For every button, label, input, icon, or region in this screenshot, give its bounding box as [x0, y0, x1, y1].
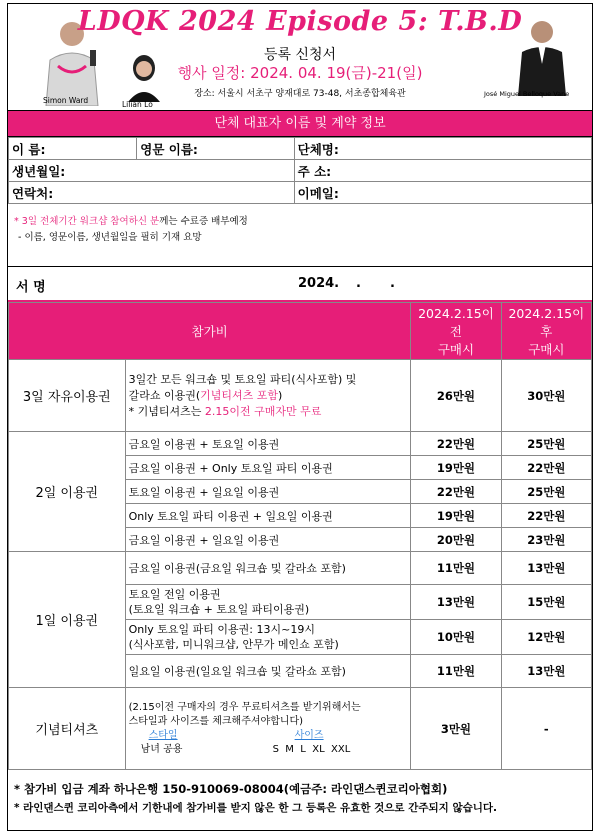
event-venue: 장소: 서울시 서초구 양재대로 73-48, 서초종합체육관	[194, 89, 406, 99]
pass1-before: 13만원	[411, 585, 501, 620]
event-date: 행사 일정: 2024. 04. 19(금)-21(일)	[177, 64, 423, 82]
pass2-desc: 금요일 이용권 + 토요일 이용권	[125, 432, 411, 456]
pass3-desc-2	[129, 388, 408, 404]
pass2-label: 2일 이용권	[9, 432, 126, 552]
pass2-before: 22만원	[411, 480, 501, 504]
pass1-desc-2: (식사포함, 미니워크샵, 안무가 메인쇼 포함)	[128, 638, 339, 651]
pass1-desc	[125, 655, 411, 688]
pass1-desc	[125, 585, 411, 620]
signature-label: 서 명	[16, 280, 46, 295]
pass3-desc	[125, 360, 411, 432]
note-line-2: - 이름, 영문이름, 생년월일을 필히 기재 요망	[18, 232, 202, 243]
group-field[interactable]: 단체명:	[294, 138, 591, 160]
pass1-after: 13만원	[501, 552, 591, 585]
pass2-after: 23만원	[501, 528, 591, 552]
header-before	[411, 303, 501, 360]
tshirt-desc-2: 스타일과 사이즈를 체크해주셔야합니다)	[128, 715, 304, 727]
table-row	[9, 360, 592, 432]
table-row	[9, 552, 592, 585]
pass1-after: 15만원	[501, 585, 591, 620]
pass2-before: 19만원	[411, 504, 501, 528]
pass2-after: 22만원	[501, 504, 591, 528]
pass3-desc-3	[129, 404, 408, 420]
size-options[interactable]: S M L XL XXL	[272, 743, 351, 755]
pass1-before: 11만원	[411, 552, 501, 585]
pass2-after: 25만원	[501, 432, 591, 456]
form-subtitle: 등록 신청서	[263, 47, 337, 63]
pass3-before: 26만원	[411, 360, 501, 432]
pass1-before: 10만원	[411, 620, 501, 655]
note-star: *	[14, 216, 19, 227]
signature-date-dot-2: .	[390, 276, 395, 291]
pass3-desc-2c: )	[278, 388, 283, 402]
tshirt-options	[129, 729, 408, 757]
size-label: 사이즈	[294, 729, 324, 741]
pass2-before: 22만원	[411, 432, 501, 456]
pass2-before: 19만원	[411, 456, 501, 480]
jose-miguel-caption: José Miguel Belloque Vane	[484, 90, 570, 98]
pass1-label: 1일 이용권	[9, 552, 126, 688]
pass1-desc-1: 일요일 이용권(일요일 워크숍 및 갈라쇼 포함)	[128, 665, 346, 678]
email-field[interactable]: 이메일:	[294, 182, 591, 204]
table-row	[9, 432, 592, 456]
style-value[interactable]: 남녀 공용	[140, 743, 183, 755]
pass2-after: 22만원	[501, 456, 591, 480]
note-rest: 께는 수료증 배부예정	[159, 216, 248, 227]
pass3-label: 3일 자유이용권	[9, 360, 126, 432]
tshirt-label: 기념티셔츠	[9, 688, 126, 770]
pass2-desc: 토요일 이용권 + 일요일 이용권	[125, 480, 411, 504]
pass1-after: 13만원	[501, 655, 591, 688]
notes	[8, 204, 592, 267]
header-fee: 참가비	[9, 303, 411, 360]
note-highlight: 3일 전체기간 워크샵 참여하신 분	[21, 216, 160, 227]
pass3-after: 30만원	[501, 360, 591, 432]
footer	[8, 770, 592, 818]
lilian-lo-caption: Lilian Lo	[122, 100, 153, 109]
eng-name-field[interactable]: 영문 이름:	[137, 138, 294, 160]
signature-date-dot-1: .	[356, 276, 361, 291]
pass1-desc	[125, 552, 411, 585]
pass2-desc: Only 토요일 파티 이용권 + 일요일 이용권	[125, 504, 411, 528]
header	[8, 4, 592, 110]
pass3-desc-2b: 기념티셔츠 포함	[200, 388, 279, 402]
info-table	[8, 137, 592, 204]
header-after	[501, 303, 591, 360]
pass1-desc-1: Only 토요일 파티 이용권: 13시~19시	[128, 623, 315, 636]
style-label: 스타일	[148, 729, 178, 741]
header-before-2: 구매시	[437, 342, 475, 357]
pass3-desc-3b: 2.15이전 구매자만 무료	[204, 404, 322, 418]
pass1-desc-1: 금요일 이용권(금요일 워크숍 및 갈라쇼 포함)	[128, 562, 346, 575]
address-field[interactable]: 주 소:	[294, 160, 591, 182]
simon-ward-caption: Simon Ward	[43, 96, 89, 105]
footer-notice: * 라인댄스퀸 코리아측에서 기한내에 참가비를 받지 않은 한 그 등록은 유효한 것으로 간주되지 않습니다.	[14, 802, 498, 814]
page-title: LDQK 2024 Episode 5: T.B.D	[77, 6, 523, 37]
registration-form	[7, 3, 593, 831]
signature-date[interactable]: 2024.	[298, 276, 340, 291]
header-after-1: 2024.2.15이후	[508, 306, 585, 339]
footer-account: * 참가비 입금 계좌 하나은행 150-910069-08004(예금주: 라인댄스퀸코리아협회)	[14, 782, 448, 796]
pass2-before: 20만원	[411, 528, 501, 552]
section-representative-title: 단체 대표자 이름 및 계약 정보	[8, 110, 592, 137]
signature-row	[8, 267, 592, 302]
contact-field[interactable]: 연락처:	[9, 182, 295, 204]
table-row	[9, 688, 592, 770]
pass2-after: 25만원	[501, 480, 591, 504]
note-line-1	[14, 214, 586, 230]
name-field[interactable]: 이 름:	[9, 138, 137, 160]
pass1-before: 11만원	[411, 655, 501, 688]
header-after-2: 구매시	[528, 342, 565, 357]
birth-field[interactable]: 생년월일:	[9, 160, 295, 182]
pass3-desc-1: 3일간 모든 워크숍 및 토요일 파티(식사포함) 및	[128, 372, 357, 386]
price-table	[8, 302, 592, 770]
pass3-desc-3a: * 기념티셔츠는	[128, 404, 205, 418]
pass3-desc-2a: 갈라쇼 이용권(	[128, 388, 201, 402]
pass2-desc: 금요일 이용권 + Only 토요일 파티 이용권	[125, 456, 411, 480]
tshirt-desc	[125, 688, 411, 770]
pass2-desc: 금요일 이용권 + 일요일 이용권	[125, 528, 411, 552]
pass1-desc	[125, 620, 411, 655]
tshirt-before: 3만원	[411, 688, 501, 770]
pass1-after: 12만원	[501, 620, 591, 655]
pass1-desc-1: 토요일 전일 이용권	[128, 588, 221, 601]
tshirt-after: -	[501, 688, 591, 770]
header-before-1: 2024.2.15이전	[418, 306, 494, 339]
pass1-desc-2: (토요일 워크숍 + 토요일 파티이용권)	[128, 603, 310, 616]
tshirt-desc-1: (2.15이전 구매자의 경우 무료티셔츠를 받기위해서는	[128, 701, 361, 713]
